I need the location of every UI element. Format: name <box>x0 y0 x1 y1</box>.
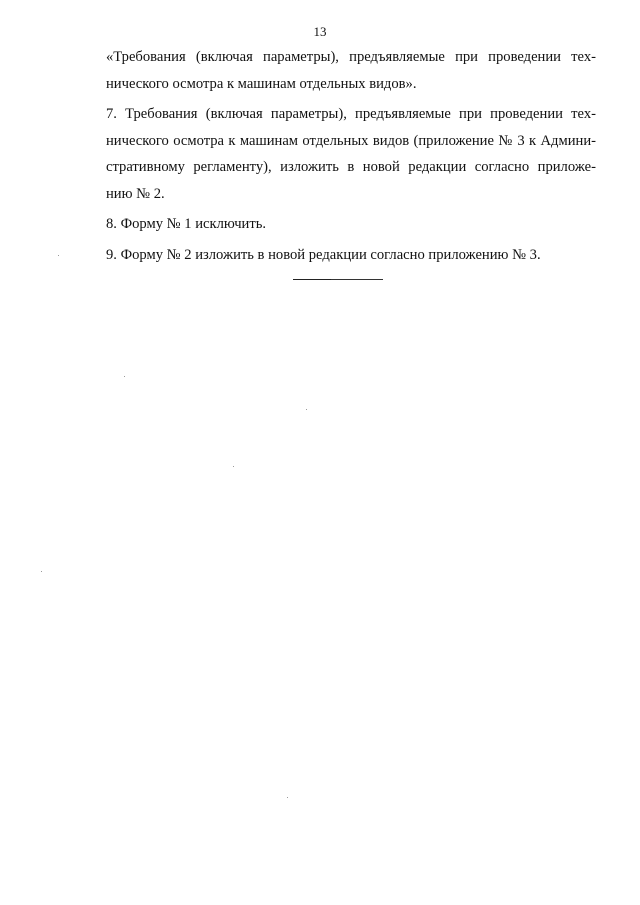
scan-speck <box>124 376 125 377</box>
paragraph-line: нического осмотра к машинам отдельных видов». <box>106 75 417 92</box>
page-number: 13 <box>313 24 327 39</box>
scan-speck <box>41 571 42 572</box>
paragraph-line: 9. Форму № 2 изложить в новой редакции согласно приложению № 3. <box>106 246 541 263</box>
paragraph-line: 7. Требования (включая параметры), предъявляемые при проведении тех- <box>106 106 596 122</box>
paragraph-line: 8. Форму № 1 исключить. <box>106 216 267 232</box>
scan-speck <box>287 797 288 798</box>
paragraph-1 <box>76 44 596 97</box>
paragraph-4 <box>76 242 596 269</box>
scan-speck <box>306 409 307 410</box>
scan-speck <box>58 255 59 256</box>
paragraph-3 <box>76 211 596 238</box>
scan-speck <box>233 466 234 467</box>
paragraph-line: нию № 2. <box>106 185 165 202</box>
end-of-text-rule <box>293 279 383 280</box>
paragraph-line: нического осмотра к машинам отдельных видов (приложение № 3 к Админи- <box>106 132 596 149</box>
paragraph-line: стративному регламенту), изложить в новой редакции согласно приложе- <box>106 159 596 175</box>
document-body <box>76 44 596 272</box>
paragraph-2 <box>76 101 596 207</box>
paragraph-line: «Требования (включая параметры), предъявляемые при проведении тех- <box>106 49 596 65</box>
